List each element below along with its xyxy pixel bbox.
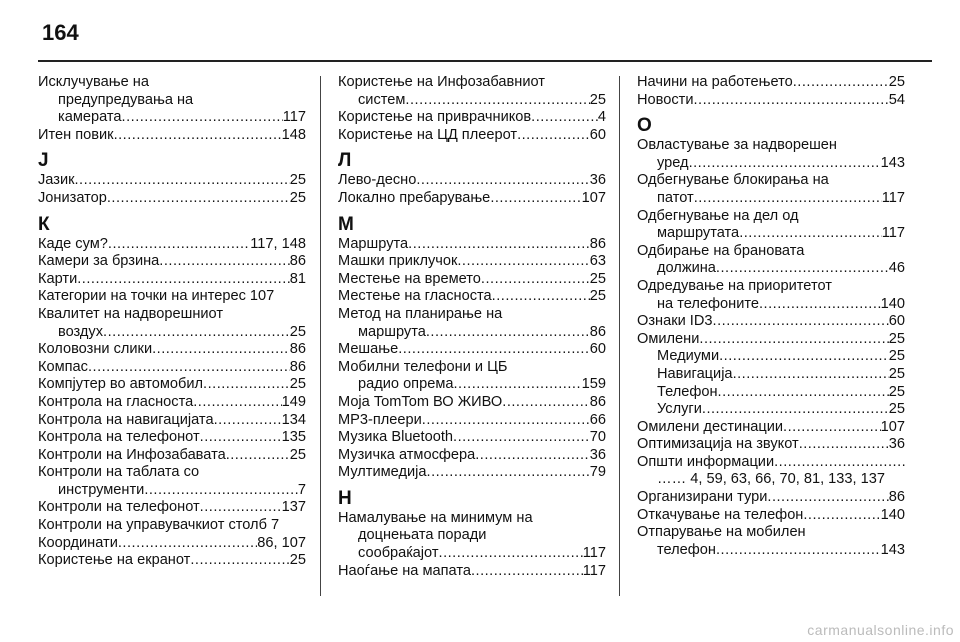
- dot-leader: [88, 359, 290, 377]
- index-entry: [637, 471, 905, 489]
- page-reference: 25: [888, 74, 905, 90]
- dot-leader: [453, 429, 590, 447]
- entry-text: Услуги: [657, 401, 702, 418]
- index-entry: [637, 542, 905, 560]
- dot-leader: [77, 271, 290, 289]
- header-rule: [38, 60, 932, 62]
- page-reference: 70: [589, 429, 606, 446]
- page-reference: 134: [281, 411, 306, 428]
- index-entry: [338, 376, 606, 394]
- entry-text: Намалување на минимум на: [338, 509, 533, 526]
- dot-leader: [481, 271, 590, 289]
- dot-leader: [152, 341, 290, 359]
- page-reference: 135: [281, 429, 306, 446]
- index-entry: [38, 447, 306, 465]
- page-reference: 25: [289, 323, 306, 340]
- dot-leader: [108, 236, 250, 254]
- dot-leader: [398, 341, 590, 359]
- index-entry: [637, 384, 905, 402]
- dot-leader: [427, 464, 590, 482]
- page-reference: 86: [888, 489, 905, 506]
- page-reference: 86: [589, 393, 606, 410]
- index-entry: [338, 394, 606, 412]
- index-entry: [338, 306, 606, 324]
- page-reference: 148: [281, 126, 306, 143]
- page-reference: 25: [589, 91, 606, 108]
- index-entry: [637, 92, 905, 110]
- page-reference: 36: [589, 172, 606, 189]
- entry-text: Навигација: [657, 365, 733, 382]
- entry-text: Контрола на телефонот: [38, 429, 200, 446]
- page-reference: 25: [888, 330, 905, 347]
- entry-text: Организирани тури: [637, 489, 768, 506]
- dot-leader: [200, 429, 282, 447]
- entry-text: Компјутер во автомобил: [38, 376, 204, 393]
- index-entry: [38, 92, 306, 110]
- entry-text: Координати: [38, 534, 118, 551]
- page-reference: 86: [589, 235, 606, 252]
- entry-text: телефон: [657, 541, 716, 558]
- dot-leader: [713, 313, 889, 331]
- page-reference: 25: [289, 189, 306, 206]
- index-letter-heading: М: [338, 213, 354, 235]
- dot-leader: [799, 436, 889, 454]
- dot-leader: [214, 412, 282, 430]
- index-entry: [338, 253, 606, 271]
- page-reference: 54: [888, 91, 905, 108]
- entry-text: Јонизатор: [38, 189, 107, 206]
- entry-text: маршрутата: [657, 225, 740, 242]
- index-letter-heading: Ј: [38, 150, 49, 172]
- entry-text: патот: [657, 189, 694, 206]
- entry-text: сообраќајот: [358, 545, 439, 562]
- page-reference: 81: [289, 270, 306, 287]
- entry-text: Медиуми: [657, 348, 720, 365]
- entry-text: доцнењата поради: [358, 527, 487, 544]
- index-entry: [637, 260, 905, 278]
- entry-text: Контрола на навигацијата: [38, 411, 214, 428]
- index-entry: [637, 401, 905, 419]
- entry-text: Каде сум?: [38, 235, 108, 252]
- page-reference: 117: [881, 189, 905, 206]
- entry-text: Карти: [38, 270, 78, 287]
- entry-text: Користење на приврачников: [338, 109, 532, 126]
- page-number: 164: [42, 20, 79, 45]
- entry-text: Метод на планирање на: [338, 305, 503, 322]
- dot-leader: [408, 236, 590, 254]
- entry-text: Контроли на телефонот: [38, 499, 200, 516]
- page-reference: 107: [581, 189, 606, 206]
- index-entry: [338, 190, 606, 208]
- dot-leader: [103, 324, 290, 342]
- entry-text: Одбирање на брановата: [637, 242, 805, 259]
- entry-text: Новости: [637, 91, 694, 108]
- entry-text: Контроли на управувачкиот столб 7: [38, 517, 280, 534]
- entry-text: Контроли на таблата со: [38, 464, 200, 481]
- index-entry: [38, 172, 306, 190]
- page-reference: 25: [888, 348, 905, 365]
- entry-text: …… 4, 59, 63, 66, 70, 81, 133, 137: [657, 471, 885, 488]
- entry-text: систем: [358, 91, 406, 108]
- index-entry: [637, 507, 905, 525]
- entry-text: Моја TomTom ВО ЖИВО: [338, 393, 503, 410]
- index-entry: [637, 225, 905, 243]
- page-reference: 60: [589, 126, 606, 143]
- entry-text: Овластување за надворешен: [637, 137, 837, 154]
- entry-text: Користење на ЦД плеерот: [338, 126, 518, 143]
- index-entry: [38, 253, 306, 271]
- dot-leader: [716, 260, 889, 278]
- dot-leader: [416, 172, 589, 190]
- entry-text: Начини на работењето: [637, 74, 793, 90]
- page-reference: 25: [589, 288, 606, 305]
- index-entry: [637, 137, 905, 155]
- index-entry: [38, 394, 306, 412]
- index-entry: [637, 489, 905, 507]
- index-entry: [38, 552, 306, 570]
- entry-text: воздух: [58, 323, 104, 340]
- dot-leader: [767, 489, 888, 507]
- page-reference: 86: [589, 323, 606, 340]
- entry-text: Ознаки ID3: [637, 313, 713, 330]
- dot-leader: [694, 92, 889, 110]
- dot-leader: [774, 454, 905, 472]
- index-entry: [637, 278, 905, 296]
- entry-text: Категории на точки на интерес 107: [38, 288, 275, 305]
- dot-leader: [793, 74, 889, 92]
- dot-leader: [475, 447, 590, 465]
- page-reference: 143: [880, 154, 905, 171]
- dot-leader: [114, 127, 282, 145]
- entry-text: Мешање: [338, 341, 399, 358]
- dot-leader: [159, 253, 289, 271]
- dot-leader: [531, 109, 598, 127]
- page-reference: 36: [589, 446, 606, 463]
- index-entry: [637, 296, 905, 314]
- entry-text: радио опрема: [358, 376, 454, 393]
- page-reference: 86, 107: [257, 534, 306, 551]
- index-letter-heading: К: [38, 213, 50, 235]
- page-reference: 25: [589, 270, 606, 287]
- entry-text: Исклучување на: [38, 74, 149, 90]
- index-entry: [38, 535, 306, 553]
- index-entry: [38, 464, 306, 482]
- index-entry: [38, 236, 306, 254]
- index-entry: [38, 429, 306, 447]
- index-entry: [338, 271, 606, 289]
- dot-leader: [783, 419, 881, 437]
- page-reference: 63: [589, 253, 606, 270]
- index-column-3: [637, 74, 905, 559]
- entry-text: маршрута: [358, 323, 426, 340]
- index-entry: [338, 464, 606, 482]
- page-reference: 86: [289, 253, 306, 270]
- index-entry: [38, 74, 306, 92]
- page-reference: 79: [589, 464, 606, 481]
- page-reference: 66: [589, 411, 606, 428]
- index-entry: [338, 127, 606, 145]
- index-entry: [338, 429, 606, 447]
- entry-text: Телефон: [657, 383, 718, 400]
- page-reference: 60: [888, 313, 905, 330]
- index-entry: [637, 313, 905, 331]
- page-reference: 25: [888, 401, 905, 418]
- dot-leader: [733, 366, 889, 384]
- index-entry: [338, 527, 606, 545]
- dot-leader: [426, 324, 590, 342]
- dot-leader: [122, 109, 283, 127]
- dot-leader: [226, 447, 290, 465]
- index-letter-heading: Н: [338, 487, 352, 509]
- entry-text: Омилени дестинации: [637, 418, 784, 435]
- page-reference: 86: [289, 358, 306, 375]
- page-reference: 137: [281, 499, 306, 516]
- dot-leader: [144, 482, 298, 500]
- entry-text: Музичка атмосфера: [338, 446, 476, 463]
- index-entry: [637, 366, 905, 384]
- index-entry: [338, 563, 606, 581]
- entry-text: Компас: [38, 358, 88, 375]
- dot-leader: [689, 155, 881, 173]
- index-entry: [637, 172, 905, 190]
- page-reference: 117: [582, 562, 606, 579]
- index-entry: [338, 510, 606, 528]
- index-entry: [637, 331, 905, 349]
- index-entry: [637, 243, 905, 261]
- dot-leader: [193, 394, 281, 412]
- page-reference: 25: [289, 172, 306, 189]
- entry-text: Машки приклучок: [338, 253, 458, 270]
- page-reference: 25: [289, 376, 306, 393]
- column-divider: [320, 76, 321, 596]
- page-reference: 107: [880, 418, 905, 435]
- page-reference: 117: [582, 545, 606, 562]
- entry-text: Коловозни слики: [38, 341, 153, 358]
- index-entry: [338, 447, 606, 465]
- index-entry: [338, 545, 606, 563]
- page-reference: 140: [880, 295, 905, 312]
- entry-text: Отпарување на мобилен: [637, 524, 806, 541]
- index-entry: [338, 172, 606, 190]
- entry-text: Контроли на Инфозабавата: [38, 446, 226, 463]
- index-entry: [338, 92, 606, 110]
- dot-leader: [759, 296, 881, 314]
- index-letter-heading: О: [637, 115, 652, 137]
- index-entry: [637, 454, 905, 472]
- index-entry: [38, 359, 306, 377]
- entry-text: Јазик: [38, 172, 75, 189]
- entry-text: Наоѓање на мапата: [338, 562, 471, 579]
- page-reference: 149: [281, 393, 306, 410]
- entry-text: инструменти: [58, 481, 145, 498]
- entry-text: Камери за брзина: [38, 253, 160, 270]
- entry-text: Местење на гласноста: [338, 288, 492, 305]
- index-entry: [338, 236, 606, 254]
- dot-leader: [471, 563, 583, 581]
- page-reference: 117, 148: [250, 235, 306, 252]
- entry-text: Музика Bluetooth: [338, 429, 454, 446]
- dot-leader: [716, 542, 881, 560]
- entry-text: Одбегнување на дел од: [637, 207, 799, 224]
- dot-leader: [694, 190, 882, 208]
- entry-text: Лево-десно: [338, 172, 417, 189]
- index-entry: [338, 412, 606, 430]
- index-entry: [338, 74, 606, 92]
- page-reference: 25: [888, 365, 905, 382]
- dot-leader: [719, 348, 889, 366]
- entry-text: Одредување на приоритетот: [637, 277, 832, 294]
- dot-leader: [405, 92, 589, 110]
- index-entry: [338, 324, 606, 342]
- page-reference: 117: [282, 109, 306, 126]
- index-entry: [38, 127, 306, 145]
- dot-leader: [203, 376, 290, 394]
- dot-leader: [490, 190, 581, 208]
- dot-leader: [739, 225, 882, 243]
- dot-leader: [190, 552, 289, 570]
- index-entry: [338, 288, 606, 306]
- index-entry: [637, 155, 905, 173]
- dot-leader: [492, 288, 590, 306]
- entry-text: Локално пребарување: [338, 189, 491, 206]
- dot-leader: [200, 499, 282, 517]
- entry-text: Користење на Инфозабавниот: [338, 74, 545, 90]
- page-reference: 46: [888, 260, 905, 277]
- index-column-2: [338, 74, 606, 580]
- page-reference: 60: [589, 341, 606, 358]
- entry-text: Местење на времето: [338, 270, 481, 287]
- dot-leader: [502, 394, 590, 412]
- entry-text: Маршрута: [338, 235, 409, 252]
- entry-text: Оптимизација на звукот: [637, 436, 799, 453]
- index-entry: [637, 74, 905, 92]
- index-entry: [38, 376, 306, 394]
- column-divider: [619, 76, 620, 596]
- entry-text: Мобилни телефони и ЦБ: [338, 358, 508, 375]
- page-reference: 4: [597, 109, 606, 126]
- index-entry: [38, 324, 306, 342]
- dot-leader: [107, 190, 290, 208]
- index-column-1: [38, 74, 306, 570]
- index-entry: [38, 341, 306, 359]
- page-reference: 86: [289, 341, 306, 358]
- index-entry: [338, 341, 606, 359]
- entry-text: Итен повик: [38, 126, 114, 143]
- index-entry: [38, 288, 306, 306]
- index-entry: [338, 109, 606, 127]
- dot-leader: [439, 545, 583, 563]
- page-reference: 25: [888, 383, 905, 400]
- index-entry: [38, 499, 306, 517]
- entry-text: на телефоните: [657, 295, 759, 312]
- index-entry: [637, 524, 905, 542]
- page-reference: 117: [881, 225, 905, 242]
- dot-leader: [422, 412, 590, 430]
- index-entry: [637, 348, 905, 366]
- dot-leader: [699, 331, 888, 349]
- index-letter-heading: Л: [338, 150, 352, 172]
- page-reference: 36: [888, 436, 905, 453]
- dot-leader: [803, 507, 880, 525]
- index-entry: [637, 208, 905, 226]
- entry-text: Омилени: [637, 330, 700, 347]
- entry-text: Користење на екранот: [38, 552, 191, 569]
- index-entry: [38, 517, 306, 535]
- index-entry: [38, 412, 306, 430]
- entry-text: Откачување на телефон: [637, 506, 804, 523]
- dot-leader: [718, 384, 889, 402]
- index-entry: [38, 271, 306, 289]
- index-entry: [38, 482, 306, 500]
- index-entry: [38, 109, 306, 127]
- entry-text: Мултимедија: [338, 464, 427, 481]
- page-reference: 159: [581, 376, 606, 393]
- index-entry: [637, 436, 905, 454]
- dot-leader: [118, 535, 257, 553]
- entry-text: должина: [657, 260, 716, 277]
- entry-text: Контрола на гласноста: [38, 393, 194, 410]
- entry-text: уред: [657, 154, 689, 171]
- entry-text: Одбегнување блокирања на: [637, 172, 829, 189]
- index-entry: [637, 419, 905, 437]
- page-reference: 140: [880, 506, 905, 523]
- index-entry: [38, 190, 306, 208]
- page-reference: 25: [289, 446, 306, 463]
- footer-watermark: carmanualsonline.info: [807, 622, 954, 638]
- dot-leader: [453, 376, 581, 394]
- page-reference: 7: [297, 481, 306, 498]
- dot-leader: [702, 401, 889, 419]
- index-entry: [338, 359, 606, 377]
- index-entry: [637, 190, 905, 208]
- entry-text: предупредувања на: [58, 91, 194, 108]
- entry-text: Квалитет на надворешниот: [38, 305, 224, 322]
- entry-text: камерата: [58, 109, 122, 126]
- page-reference: 143: [880, 541, 905, 558]
- dot-leader: [457, 253, 589, 271]
- dot-leader: [74, 172, 289, 190]
- entry-text: Општи информации: [637, 453, 775, 470]
- entry-text: MP3-плеери: [338, 411, 422, 428]
- dot-leader: [517, 127, 590, 145]
- page-reference: 25: [289, 552, 306, 569]
- index-entry: [38, 306, 306, 324]
